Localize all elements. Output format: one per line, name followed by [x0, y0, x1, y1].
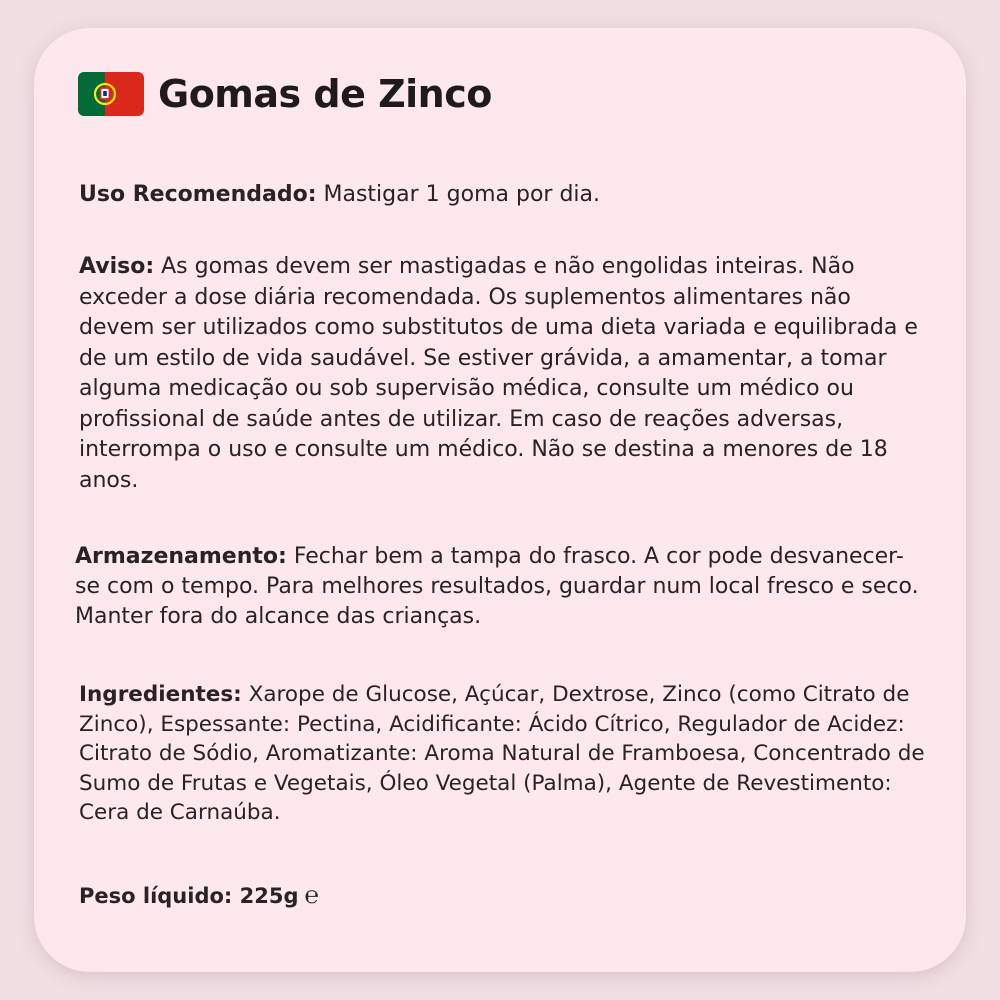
storage-section [75, 542, 925, 632]
warning-text: As gomas devem ser mastigadas e não engolidas inteiras. Não exceder a dose diária recomendada. Os suplementos alimentares não devem ser utilizados como substitutos de uma dieta variada e equilibrada e de um estilo de vida saudável. Se estiver grávida, a amamentar, a tomar alguma medicação ou sob supervisão médica, consulte um médico ou profissional de saúde antes de utilizar. Em caso de reações adversas, interrompa o uso e consulte um médico. Não se destina a menores de 18 anos. [79, 254, 918, 493]
warning-label: Aviso: [79, 254, 155, 279]
label-card [34, 28, 966, 972]
ingredients-text: Xarope de Glucose, Açúcar, Dextrose, Zinco (como Citrato de Zinco), Espessante: Pectina, Acidificante: Ácido Cítrico, Regulador de Acidez: Citrato de Sódio, Aromatizante: Aroma Natural de Framboesa, Concentrado de Sumo de Frutas e Vegetais, Óleo Vegetal (Palma), Agente de Revestimento: Cera de Carnaúba. [79, 682, 925, 825]
ingredients-label: Ingredientes: [79, 682, 242, 707]
usage-text: Mastigar 1 goma por dia. [316, 182, 600, 207]
header [78, 72, 492, 116]
net-weight-label: Peso líquido: 225g [79, 884, 299, 908]
ingredients-section [79, 680, 929, 828]
estimated-sign-icon: ℮ [304, 881, 319, 909]
net-weight-section [79, 880, 929, 911]
warning-section [79, 252, 929, 496]
page-title: Gomas de Zinco [158, 72, 492, 116]
usage-section [79, 180, 929, 210]
storage-text: Fechar bem a tampa do frasco. A cor pode desvanecer-se com o tempo. Para melhores resultados, guardar num local fresco e seco. Manter fora do alcance das crianças. [75, 544, 919, 629]
storage-label: Armazenamento: [75, 544, 287, 569]
portugal-flag-icon [78, 72, 144, 116]
usage-label: Uso Recomendado: [79, 182, 317, 207]
